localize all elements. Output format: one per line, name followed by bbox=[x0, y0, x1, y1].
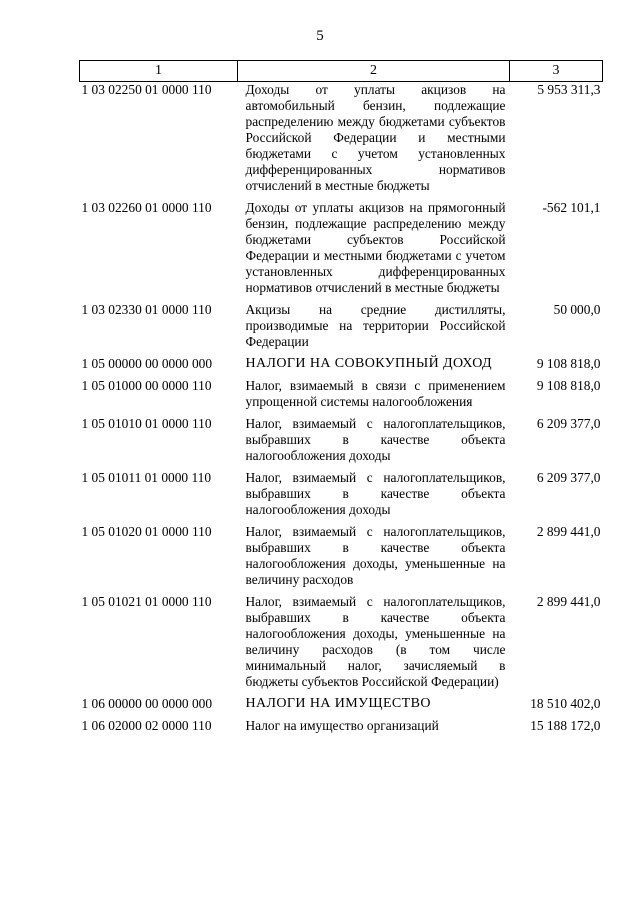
budget-code: 1 03 02330 01 0000 110 bbox=[81, 302, 212, 317]
revenue-description: Акцизы на средние дистилляты, производимые на территории Российской Федерации bbox=[245, 302, 506, 349]
revenue-description: Доходы от уплаты акцизов на автомобильный бензин, подлежащие распределению между бюджетами субъектов Российской Федерации и местными бюджетами с учетом установленных дифференцированных нормативов отчислений в местные бюджеты bbox=[245, 82, 506, 193]
budget-code: 1 03 02260 01 0000 110 bbox=[81, 200, 212, 215]
budget-code: 1 05 01020 01 0000 110 bbox=[81, 524, 212, 539]
table-row bbox=[80, 378, 603, 416]
table-row bbox=[80, 356, 603, 378]
revenue-amount: -562 101,1 bbox=[542, 200, 601, 215]
revenue-amount: 15 188 172,0 bbox=[530, 718, 601, 733]
budget-code: 1 05 00000 00 0000 000 bbox=[81, 356, 213, 371]
revenue-amount: 2 899 441,0 bbox=[536, 594, 601, 609]
budget-code: 1 03 02250 01 0000 110 bbox=[81, 82, 212, 97]
table-row bbox=[80, 524, 603, 594]
table-row bbox=[80, 696, 603, 718]
budget-code: 1 05 01010 01 0000 110 bbox=[81, 416, 212, 431]
table-row bbox=[80, 82, 603, 201]
revenue-amount: 50 000,0 bbox=[553, 302, 601, 317]
budget-code: 1 06 02000 02 0000 110 bbox=[81, 718, 212, 733]
revenue-amount: 9 108 818,0 bbox=[536, 356, 601, 371]
budget-code: 1 05 01011 01 0000 110 bbox=[81, 470, 212, 485]
revenue-amount: 9 108 818,0 bbox=[536, 378, 601, 393]
page-number: 5 bbox=[316, 28, 324, 44]
revenue-description: Доходы от уплаты акцизов на прямогонный бензин, подлежащие распределению между бюджетами субъектов Российской Федерации и местными бюджетами с учетом установленных дифференцированных нормативов отчислений в местные бюджеты bbox=[245, 200, 506, 295]
revenue-description: Налог, взимаемый с налогоплательщиков, выбравших в качестве объекта налогообложения доходы bbox=[245, 470, 506, 517]
revenue-amount: 5 953 311,3 bbox=[537, 82, 601, 97]
revenue-description: Налог на имущество организаций bbox=[245, 718, 439, 733]
column-header-3: 3 bbox=[510, 61, 603, 82]
table-row bbox=[80, 416, 603, 470]
revenue-description: Налог, взимаемый с налогоплательщиков, выбравших в качестве объекта налогообложения доходы bbox=[245, 416, 506, 463]
revenue-description: НАЛОГИ НА СОВОКУПНЫЙ ДОХОД bbox=[245, 356, 492, 371]
budget-code: 1 06 00000 00 0000 000 bbox=[81, 696, 213, 711]
revenue-description: НАЛОГИ НА ИМУЩЕСТВО bbox=[245, 696, 431, 711]
table-row bbox=[80, 200, 603, 302]
table-row bbox=[80, 470, 603, 524]
table-row bbox=[80, 302, 603, 356]
column-header-2: 2 bbox=[238, 61, 510, 82]
column-header-1: 1 bbox=[80, 61, 238, 82]
revenue-amount: 2 899 441,0 bbox=[536, 524, 601, 539]
revenue-amount: 6 209 377,0 bbox=[536, 416, 601, 431]
revenue-description: Налог, взимаемый с налогоплательщиков, выбравших в качестве объекта налогообложения доходы, уменьшенные на величину расходов (в том числе минимальный налог, зачисляемый в бюджеты субъектов Российской Федерации) bbox=[245, 594, 506, 689]
revenue-description: Налог, взимаемый в связи с применением упрощенной системы налогообложения bbox=[245, 378, 506, 409]
budget-code: 1 05 01021 01 0000 110 bbox=[81, 594, 212, 609]
table-row bbox=[80, 594, 603, 696]
revenue-description: Налог, взимаемый с налогоплательщиков, выбравших в качестве объекта налогообложения доходы, уменьшенные на величину расходов bbox=[245, 524, 506, 587]
table-header-row bbox=[80, 61, 603, 82]
table-row bbox=[80, 718, 603, 734]
budget-code: 1 05 01000 00 0000 110 bbox=[81, 378, 212, 393]
revenue-amount: 6 209 377,0 bbox=[536, 470, 601, 485]
revenue-table bbox=[79, 60, 603, 734]
revenue-amount: 18 510 402,0 bbox=[530, 696, 601, 711]
